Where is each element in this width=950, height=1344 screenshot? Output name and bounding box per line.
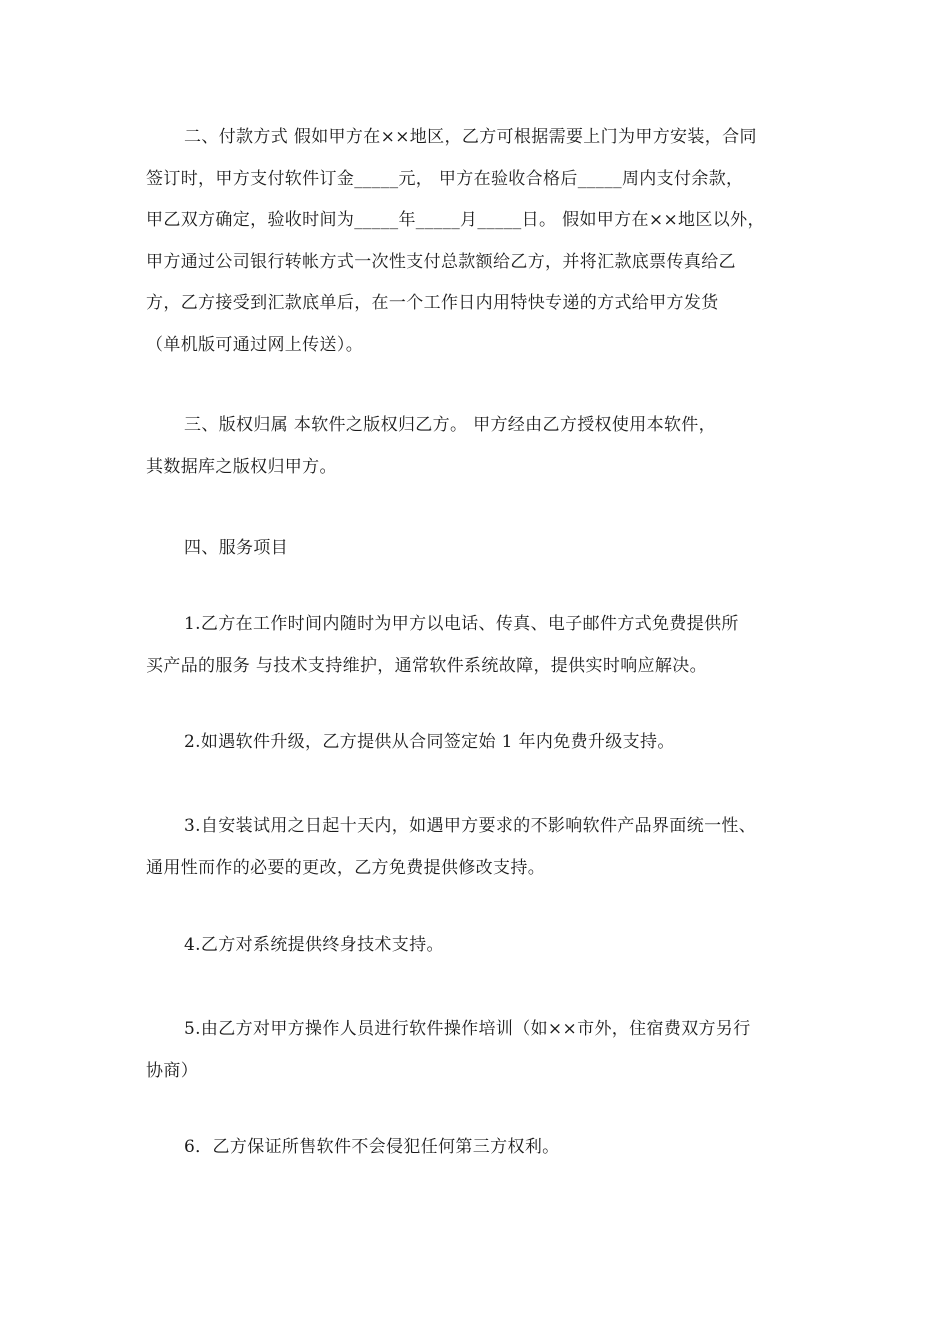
text-line: 甲乙双方确定，验收时间为_____年_____月_____日。 假如甲方在××地区以外， [146, 210, 765, 230]
copyright-paragraph [146, 405, 816, 488]
text-line: 其数据库之版权归甲方。 [146, 456, 337, 477]
service-item-1 [146, 604, 816, 687]
text-line: 方，乙方接受到汇款底单后，在一个工作日内用特快专递的方式给甲方发货 [146, 293, 719, 313]
text-line: 6．乙方保证所售软件不会侵犯任何第三方权利。 [184, 1137, 560, 1157]
text-line: 甲方通过公司银行转帐方式一次性支付总款额给乙方，并将汇款底票传真给乙 [146, 251, 736, 272]
text-line: 三、版权归属 本软件之版权归乙方。 甲方经由乙方授权使用本软件， [184, 415, 717, 435]
text-line: 1.乙方在工作时间内随时为甲方以电话、传真、电子邮件方式免费提供所 [184, 614, 739, 634]
service-items-heading [146, 528, 816, 570]
text-line: 2.如遇软件升级，乙方提供从合同签定始 1 年内免费升级支持。 [184, 732, 675, 752]
service-item-6 [146, 1127, 816, 1169]
text-line: 四、服务项目 [184, 538, 289, 558]
text-line: 协商） [146, 1060, 199, 1081]
payment-terms-paragraph [146, 117, 816, 366]
text-line: 4.乙方对系统提供终身技术支持。 [184, 935, 444, 955]
text-line: 3.自安装试用之日起十天内，如遇甲方要求的不影响软件产品界面统一性、 [184, 816, 757, 836]
text-line: 签订时，甲方支付软件订金_____元， 甲方在验收合格后_____周内支付余款， [146, 168, 744, 189]
service-item-5 [146, 1009, 816, 1092]
service-item-3 [146, 806, 816, 889]
text-line: 通用性而作的必要的更改，乙方免费提供修改支持。 [146, 857, 546, 878]
service-item-2 [146, 722, 816, 764]
text-line: 买产品的服务 与技术支持维护，通常软件系统故障，提供实时响应解决。 [146, 655, 707, 676]
service-item-4 [146, 925, 816, 967]
text-line: 5.由乙方对甲方操作人员进行软件操作培训（如××市外，住宿费双方另行 [184, 1019, 751, 1039]
text-line: （单机版可通过网上传送）。 [146, 334, 364, 355]
text-line: 二、付款方式 假如甲方在××地区，乙方可根据需要上门为甲方安装，合同 [184, 127, 757, 147]
